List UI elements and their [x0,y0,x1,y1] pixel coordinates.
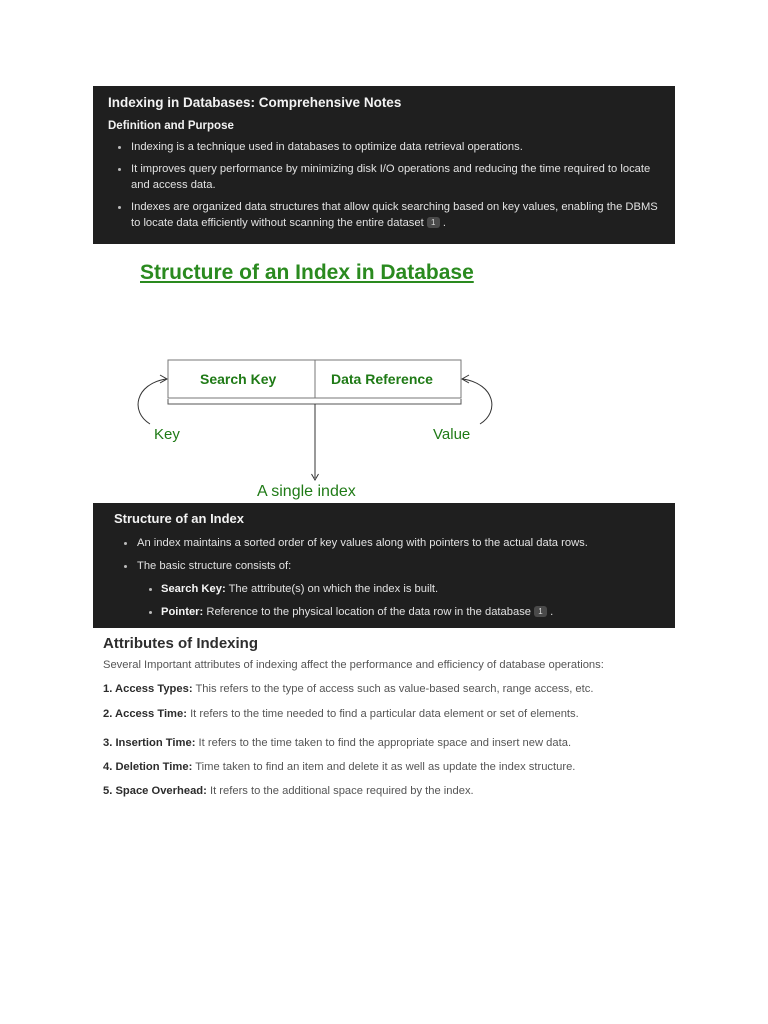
citation-badge[interactable]: 1 [427,217,440,228]
definition-list [108,139,661,231]
data-reference-cell: Data Reference [331,371,433,387]
attributes-section [103,634,683,798]
single-index-label: A single index [257,483,356,500]
key-label: Key [154,426,180,443]
citation-badge[interactable]: 1 [534,606,547,617]
attribute-item: 3. Insertion Time: It refers to the time taken to find the appropriate space and insert new data. [103,737,572,749]
right-curved-arrow [463,379,492,424]
structure-sub-item: Search Key: The attribute(s) on which the index is built. [137,581,661,597]
definition-bullet: Indexes are organized data structures that allow quick searching based on key values, enabling the DBMS to locate data efficiently without scanning the entire dataset 1 . [108,199,661,231]
definition-heading: Definition and Purpose [108,120,234,132]
attributes-heading: Attributes of Indexing [103,635,258,652]
structure-bullet: The basic structure consists of: Search Key: The attribute(s) on which the index is built. Pointer: Reference to the physical location of the data row in the database 1 . [114,558,661,620]
index-structure-diagram [0,244,768,503]
attributes-intro: Several Important attributes of indexing affect the performance and efficiency of database operations: [103,659,604,671]
definition-panel [93,86,675,244]
notes-title: Indexing in Databases: Comprehensive Notes [108,95,402,110]
attribute-item: 2. Access Time: It refers to the time needed to find a particular data element or set of elements. [103,708,579,720]
attribute-item: 5. Space Overhead: It refers to the additional space required by the index. [103,785,474,797]
structure-sub-item: Pointer: Reference to the physical location of the data row in the database 1 . [137,604,661,620]
attribute-item: 1. Access Types: This refers to the type of access such as value-based search, range access, etc. [103,683,594,695]
structure-panel [93,503,675,628]
search-key-cell: Search Key [200,371,277,387]
structure-heading: Structure of an Index [114,511,245,526]
structure-bullet: An index maintains a sorted order of key values along with pointers to the actual data rows. [114,535,661,551]
definition-bullet: Indexing is a technique used in databases to optimize data retrieval operations. [108,139,661,155]
index-brace [168,399,461,404]
diagram-title: Structure of an Index in Database [140,261,474,284]
definition-bullet: It improves query performance by minimizing disk I/O operations and reducing the time required to locate and access data. [108,161,661,193]
attribute-item: 4. Deletion Time: Time taken to find an item and delete it as well as update the index structure. [103,761,576,773]
value-label: Value [433,426,471,443]
left-curved-arrow [138,379,166,424]
structure-list [114,535,661,620]
structure-sub-list [137,581,661,620]
